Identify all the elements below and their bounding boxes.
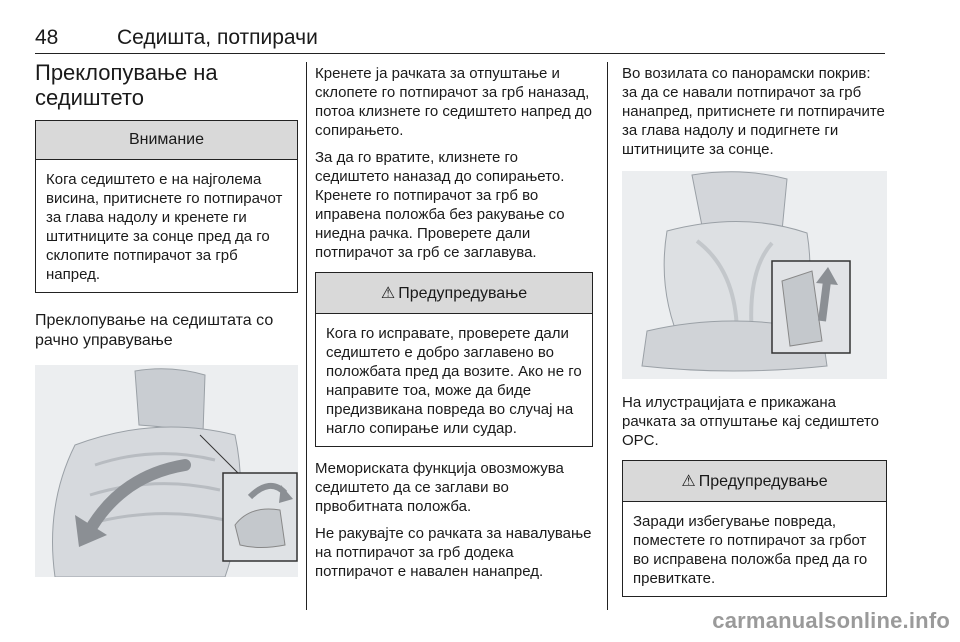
opc-seat-illustration <box>622 171 887 379</box>
paragraph: За да го вратите, клизнете го седиштето наназад до сопирањето. Кренете го потпирачот за грб во иправена положба без ракување со ниедна рачка. Проверете дали потпирачот за грб се заглавува. <box>315 149 565 261</box>
warning-icon: ⚠ <box>681 473 696 490</box>
subsection-title: Преклопување на седиштата со рачно управување <box>35 312 274 349</box>
warning-text: Кога го исправате, проверете дали седиштето е добро заглавено во положбата пред да возите. Ако не го направите тоа, може да биде предизвикана повреда во случај на нагло сопирање или судар. <box>326 325 582 437</box>
notice-box <box>35 120 298 293</box>
warning-box <box>315 272 593 447</box>
page-number: 48 <box>35 26 59 49</box>
paragraph: Мемориската функција овозможува седиштето да се заглави во првобитната положба. <box>315 460 564 515</box>
paragraph: Во возилата со панорамски покрив: за да се навали потпирачот за грб нанапред, притиснете ги потпирачите за глава надолу и подигнете ги штитниците за сонце. <box>622 65 885 158</box>
section-title: Преклопување на седиштето <box>35 60 218 110</box>
paragraph: На илустрацијата е прикажана рачката за отпуштање кај седиштето OPC. <box>622 394 879 449</box>
running-title: Седишта, потпирачи <box>117 26 318 49</box>
seat-fold-illustration <box>35 365 298 577</box>
page-header <box>35 26 885 54</box>
column-right <box>622 64 887 597</box>
seat-illustration-svg <box>35 365 298 577</box>
column-left <box>35 60 298 577</box>
warning-title: Предупредување <box>698 473 828 490</box>
warning-icon: ⚠ <box>380 285 396 302</box>
warning-title-row <box>623 461 886 502</box>
warning-text: Заради избегување повреда, поместете го потпирачот за грбот во исправена положба пред да го превиткате. <box>633 513 868 587</box>
opc-seat-svg <box>622 171 887 379</box>
column-divider-1 <box>306 62 307 610</box>
warning-title-row <box>316 273 592 314</box>
warning-title: Предупредување <box>398 285 528 302</box>
notice-title: Внимание <box>36 121 297 160</box>
column-divider-2 <box>607 62 608 610</box>
header-divider <box>35 53 885 54</box>
warning-box <box>622 460 887 597</box>
paragraph: Кренете ја рачката за отпуштање и склопете го потпирачот за грб наназад, потоа клизнете го седиштето напред до сопирањето. <box>315 65 592 139</box>
paragraph: Не ракувајте со рачката за навалување на потпирачот за грб додека потпирачот е навален нанапред. <box>315 525 592 580</box>
column-middle <box>315 64 593 589</box>
watermark: carmanualsonline.info <box>712 608 950 633</box>
notice-text: Кога седиштето е на најголема висина, притиснете го потпирачот за глава надолу и кренете ги штитниците за сонце пред да го склопите потпирачот за грб напред. <box>46 171 283 283</box>
